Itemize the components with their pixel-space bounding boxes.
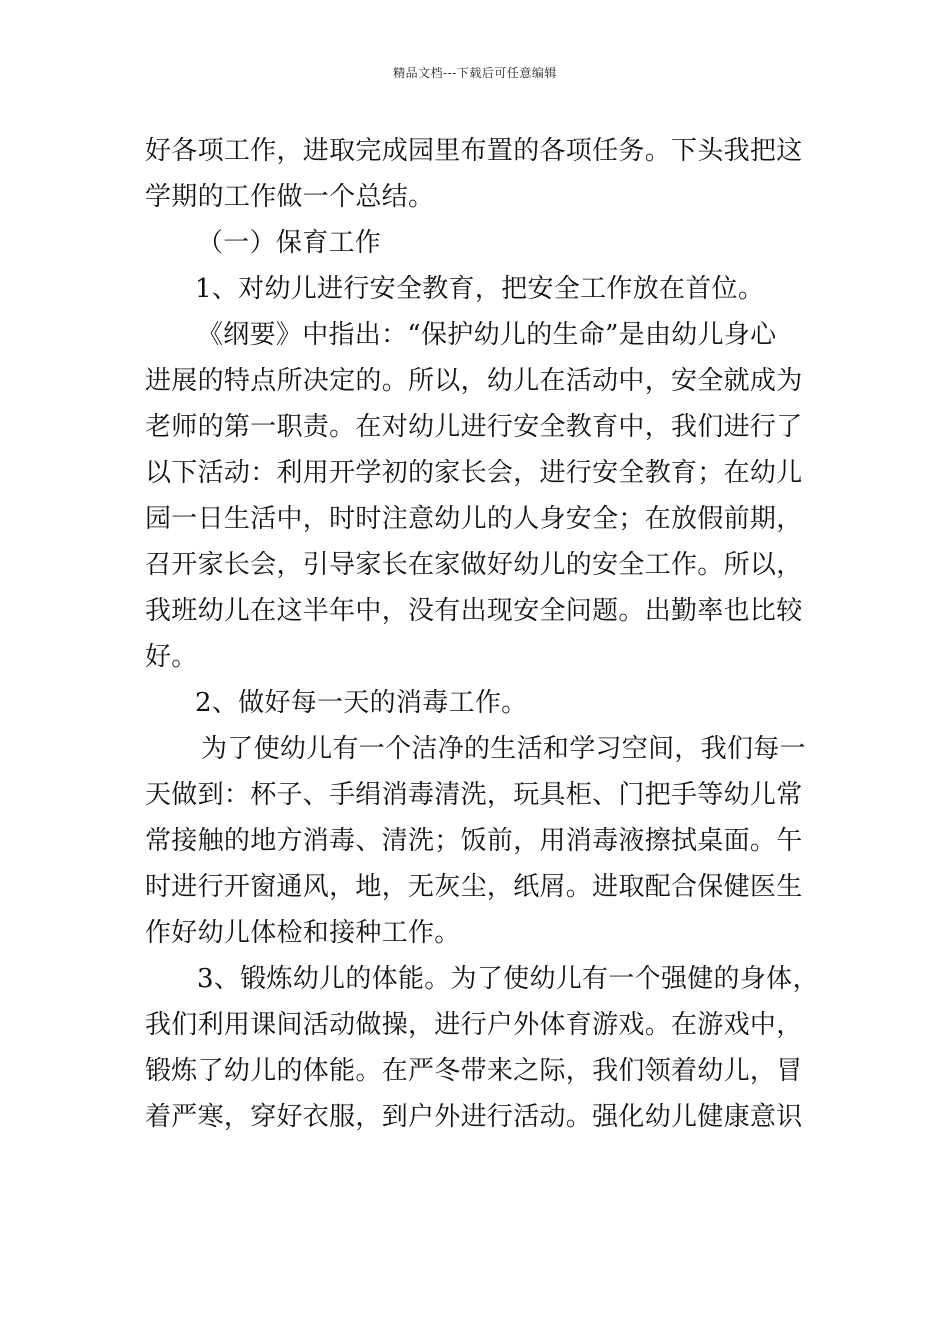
- document-body: [145, 128, 819, 1140]
- text-line: 我们利用课间活动做操，进行户外体育游戏。在游戏中，: [145, 1010, 803, 1040]
- text-line: 进展的特点所决定的。所以，幼儿在活动中，安全就成为: [145, 366, 803, 396]
- text-line: 我班幼儿在这半年中，没有出现安全问题。出勤率也比较: [145, 596, 803, 626]
- text-line: 学期的工作做一个总结。: [145, 182, 435, 212]
- text-line: 《纲要》中指出：“保护幼儿的生命”是由幼儿身心: [197, 320, 777, 350]
- text-line: 园一日生活中，时时注意幼儿的人身安全；在放假前期，: [145, 504, 803, 534]
- text-line: 好。: [145, 642, 198, 672]
- subsection-heading: 3、锻炼幼儿的体能。为了使幼儿有一个强健的身体，: [197, 964, 819, 994]
- subsection-heading: 2、做好每一天的消毒工作。: [195, 688, 528, 718]
- text-line: 老师的第一职责。在对幼儿进行安全教育中，我们进行了: [145, 412, 803, 442]
- text-line: 着严寒，穿好衣服，到户外进行活动。强化幼儿健康意识: [145, 1102, 803, 1132]
- text-line: 常接触的地方消毒、清洗；饭前，用消毒液擦拭桌面。午: [145, 826, 803, 856]
- page-header: 精品文档---下载后可任意编辑: [393, 66, 557, 80]
- text-line: 好各项工作，进取完成园里布置的各项任务。下头我把这: [145, 136, 803, 166]
- text-line: 时进行开窗通风，地，无灰尘，纸屑。进取配合保健医生: [145, 872, 803, 902]
- subsection-heading: 1、对幼儿进行安全教育，把安全工作放在首位。: [195, 274, 765, 304]
- text-line: 锻炼了幼儿的体能。在严冬带来之际，我们领着幼儿，冒: [145, 1056, 803, 1086]
- text-line: 以下活动：利用开学初的家长会，进行安全教育；在幼儿: [145, 458, 803, 488]
- text-line: 天做到：杯子、手绢消毒清洗，玩具柜、门把手等幼儿常: [145, 780, 803, 810]
- section-heading: （一）保育工作: [197, 228, 382, 258]
- text-line: 为了使幼儿有一个洁净的生活和学习空间，我们每一: [201, 734, 806, 764]
- text-line: 召开家长会，引导家长在家做好幼儿的安全工作。所以，: [145, 550, 803, 580]
- text-line: 作好幼儿体检和接种工作。: [145, 918, 461, 948]
